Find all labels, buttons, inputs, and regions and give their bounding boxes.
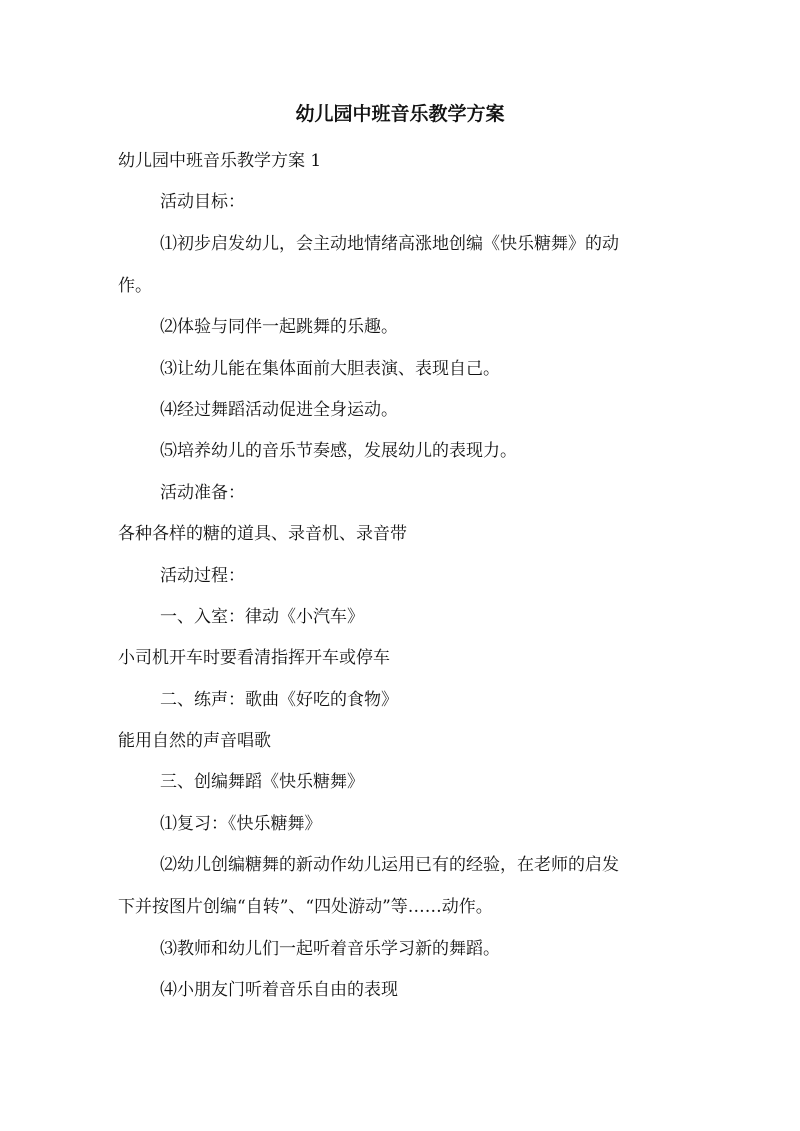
paragraph: 活动准备： xyxy=(160,482,245,503)
paragraph: ⑶让幼儿能在集体面前大胆表演、表现自己。 xyxy=(160,358,500,379)
paragraph: 能用自然的声音唱歌 xyxy=(118,731,271,752)
paragraph: 各种各样的糖的道具、录音机、录音带 xyxy=(118,524,407,545)
document-title: 幼儿园中班音乐教学方案 xyxy=(295,103,505,125)
paragraph-line: 作。 xyxy=(118,275,152,296)
paragraph-line: ⑴初步启发幼儿，会主动地情绪高涨地创编《快乐糖舞》的动 xyxy=(160,233,619,254)
paragraph: ⑷小朋友门听着音乐自由的表现 xyxy=(160,980,398,1001)
paragraph xyxy=(118,852,686,921)
paragraph: ⑷经过舞蹈活动促进全身运动。 xyxy=(160,399,398,420)
paragraph: 活动目标： xyxy=(160,192,245,213)
paragraph-line: ⑵幼儿创编糖舞的新动作幼儿运用已有的经验，在老师的启发 xyxy=(160,855,619,876)
paragraph: 活动过程： xyxy=(160,565,245,586)
paragraph: ⑴复习：《快乐糖舞》 xyxy=(160,813,322,834)
section-heading: 幼儿园中班音乐教学方案 1 xyxy=(118,151,322,171)
paragraph xyxy=(118,231,686,300)
document-body xyxy=(118,148,686,1018)
paragraph: 二、练声：歌曲《好吃的食物》 xyxy=(160,689,398,710)
paragraph: ⑵体验与同伴一起跳舞的乐趣。 xyxy=(160,317,398,338)
paragraph: 小司机开车时要看清指挥开车或停车 xyxy=(118,648,390,669)
paragraph: ⑶教师和幼儿们一起听着音乐学习新的舞蹈。 xyxy=(160,938,500,959)
paragraph: 三、创编舞蹈《快乐糖舞》 xyxy=(160,772,364,793)
paragraph-line: 下并按图片创编“自转”、“四处游动”等……动作。 xyxy=(118,897,493,918)
paragraph: ⑸培养幼儿的音乐节奏感，发展幼儿的表现力。 xyxy=(160,441,517,462)
paragraph: 一、入室：律动《小汽车》 xyxy=(160,606,364,627)
